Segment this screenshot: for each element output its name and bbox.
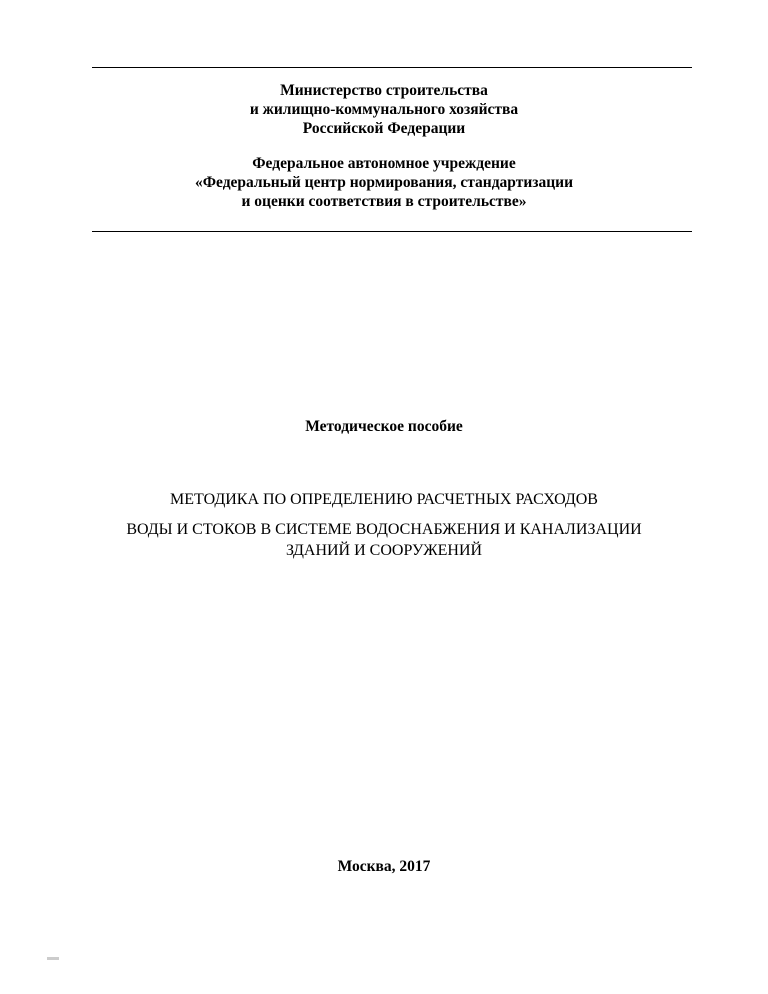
- title-line-2: ВОДЫ И СТОКОВ В СИСТЕМЕ ВОДОСНАБЖЕНИЯ И КАНАЛИЗАЦИИ: [126, 521, 642, 538]
- place-year: Москва, 2017: [337, 858, 431, 875]
- bottom-rule: [92, 231, 692, 232]
- document-title: [0, 489, 768, 561]
- institution-line-1: Федеральное автономное учреждение: [252, 155, 516, 172]
- title-line-3: ЗДАНИЙ И СООРУЖЕНИЙ: [285, 542, 483, 559]
- scan-mark: [47, 957, 59, 960]
- ministry-line-2: и жилищно-коммунального хозяйства: [249, 101, 519, 118]
- ministry-line-3: Российской Федерации: [302, 120, 466, 137]
- title-line-1: МЕТОДИКА ПО ОПРЕДЕЛЕНИЮ РАСЧЕТНЫХ РАСХОДОВ: [170, 491, 598, 508]
- institution-line-2: «Федеральный центр нормирования, стандартизации: [194, 174, 574, 191]
- institution-name: [0, 154, 768, 211]
- top-rule: [92, 67, 692, 68]
- ministry-line-1: Министерство строительства: [280, 82, 488, 99]
- ministry-name: [0, 81, 768, 138]
- document-kind: Методическое пособие: [305, 418, 463, 435]
- institution-line-3: и оценки соответствия в строительстве»: [241, 193, 527, 210]
